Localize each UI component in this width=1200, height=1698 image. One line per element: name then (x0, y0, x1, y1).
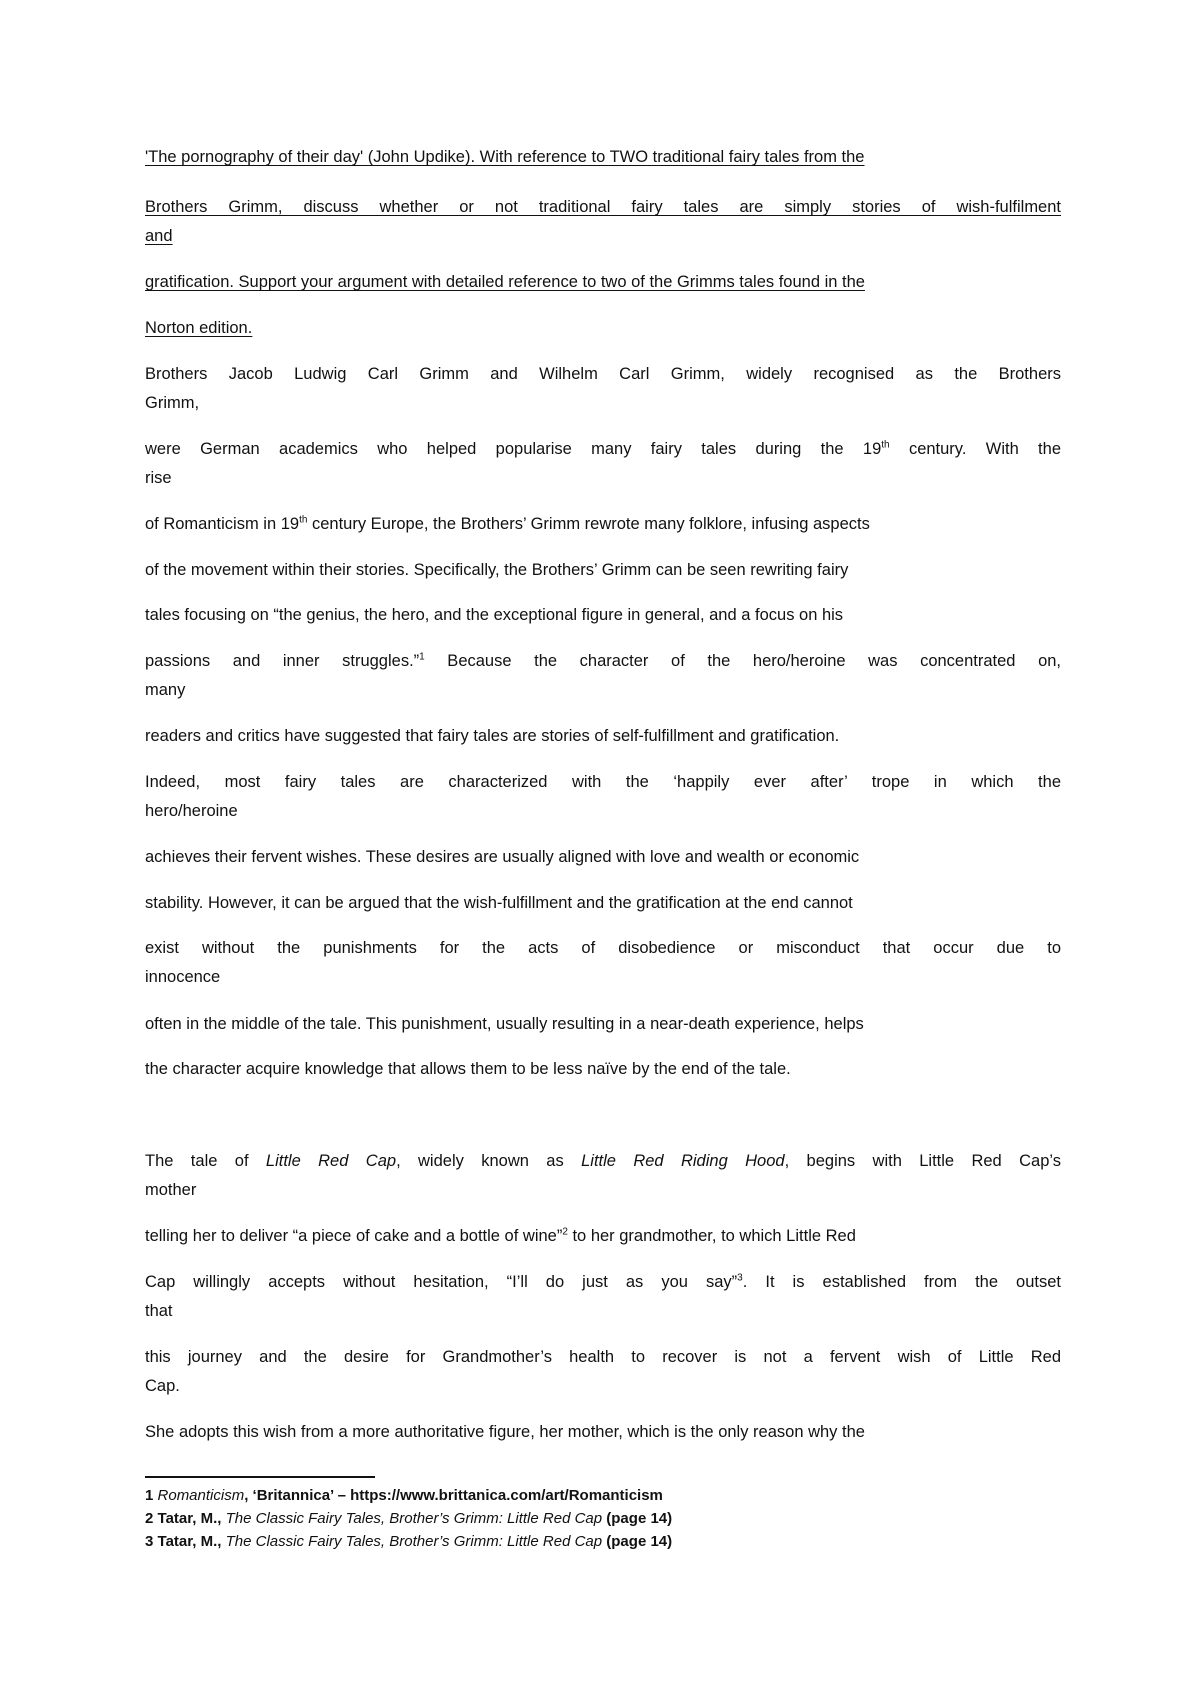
footnote-2: 2 Tatar, M., The Classic Fairy Tales, Brother’s Grimm: Little Red Cap (page 14) (145, 1510, 673, 1527)
body-line: Grimm, (145, 394, 200, 412)
question-line-3: gratification. Support your argument with detailed reference to two of the Grimms tales found in the (145, 273, 865, 291)
body-line: She adopts this wish from a more authoritative figure, her mother, which is the only reason why the (145, 1423, 865, 1441)
body-line: Brothers Jacob Ludwig Carl Grimm and Wilhelm Carl Grimm, widely recognised as the Brothers (145, 365, 1061, 383)
footnote-3: 3 Tatar, M., The Classic Fairy Tales, Brother’s Grimm: Little Red Cap (page 14) (145, 1533, 673, 1550)
body-line: mother (145, 1181, 197, 1199)
footnote-separator (145, 1476, 375, 1478)
body-line: Cap. (145, 1377, 180, 1395)
title-little-red-riding-hood: Little Red Riding Hood (581, 1152, 785, 1170)
body-line: Cap willingly accepts without hesitation, “I’ll do just as you say”$^3$. It is established from the outset (145, 1272, 1061, 1291)
body-line: The tale of Little Red Cap, widely known as Little Red Riding Hood, begins with Little Red Cap’s (145, 1152, 1061, 1170)
body-line: that (145, 1302, 173, 1320)
body-line: often in the middle of the tale. This punishment, usually resulting in a near-death experience, helps (145, 1015, 864, 1033)
body-line: of the movement within their stories. Specifically, the Brothers’ Grimm can be seen rewriting fairy (145, 561, 849, 579)
question-line-1: 'The pornography of their day' (John Updike). With reference to TWO traditional fairy tales from the (145, 148, 865, 166)
body-line: hero/heroine (145, 802, 238, 820)
body-line: were German academics who helped popularise many fairy tales during the 19th century. With the (145, 439, 1061, 458)
question-line-2: Brothers Grimm, discuss whether or not traditional fairy tales are simply stories of wish-fulfilment (145, 198, 1061, 216)
body-line: achieves their fervent wishes. These desires are usually aligned with love and wealth or economic (145, 848, 860, 866)
body-line: stability. However, it can be argued that the wish-fulfillment and the gratification at the end cannot (145, 894, 853, 912)
body-line: readers and critics have suggested that fairy tales are stories of self-fulfillment and gratification. (145, 727, 840, 745)
body-line: of Romanticism in 19th century Europe, the Brothers’ Grimm rewrote many folklore, infusing aspects (145, 514, 870, 533)
footnote-ref-1[interactable]: 1 (419, 651, 425, 663)
body-line: the character acquire knowledge that allows them to be less naïve by the end of the tale. (145, 1060, 791, 1078)
question-line-2b: and (145, 227, 173, 245)
footnote-ref-2[interactable]: 2 (562, 1226, 568, 1238)
title-little-red-cap: Little Red Cap (265, 1152, 397, 1170)
footnote-1: 1 Romanticism, ‘Britannica’ – https://www.brittanica.com/art/Romanticism (145, 1487, 663, 1504)
body-line: telling her to deliver “a piece of cake and a bottle of wine”$^2$ to her grandmother, to which Little Red (145, 1226, 856, 1245)
question-line-4: Norton edition. (145, 319, 253, 337)
body-line: rise (145, 469, 172, 487)
body-line: Indeed, most fairy tales are characterized with the ‘happily ever after’ trope in which the (145, 773, 1061, 791)
body-line: innocence (145, 968, 221, 986)
body-line: exist without the punishments for the acts of disobedience or misconduct that occur due to (145, 939, 1061, 957)
body-line: passions and inner struggles.”$^1$ Because the character of the hero/heroine was concentrated on, (145, 651, 1062, 670)
body-line: tales focusing on “the genius, the hero, and the exceptional figure in general, and a focus on his (145, 606, 844, 624)
body-line: this journey and the desire for Grandmother’s health to recover is not a fervent wish of Little Red (145, 1348, 1061, 1366)
body-line: many (145, 681, 186, 699)
footnote-ref-3[interactable]: 3 (737, 1272, 743, 1284)
